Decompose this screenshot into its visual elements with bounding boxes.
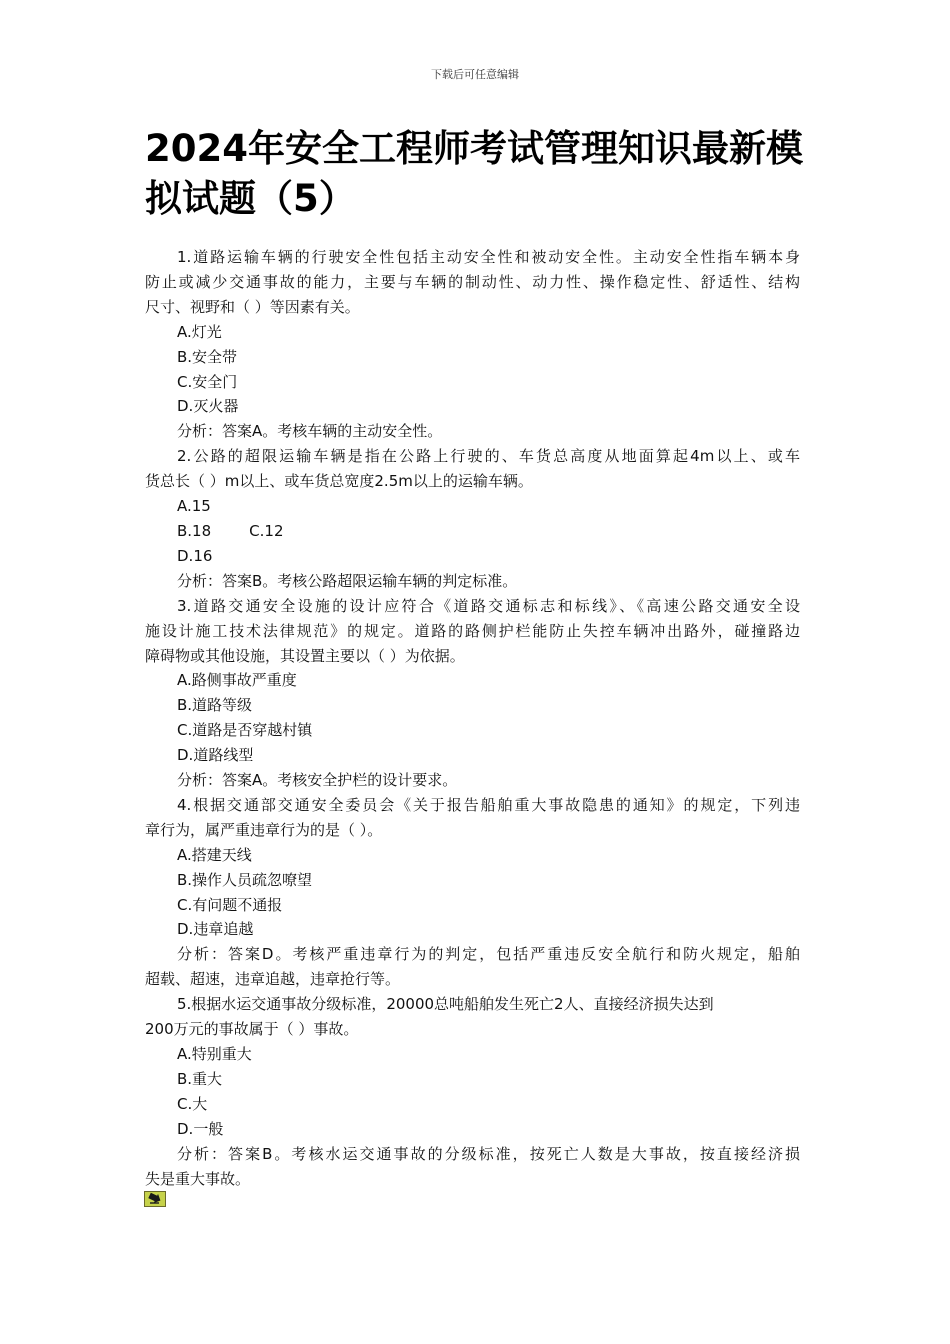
question-5-text: 200万元的事故属于（ ）事故。 (145, 1020, 359, 1039)
analysis: 失是重大事故。 (145, 1169, 251, 1188)
option-d: D.一般 (177, 1119, 224, 1138)
option-b: B.18 (177, 521, 212, 540)
question-3-text: 3.道路交通安全设施的设计应符合《道路交通标志和标线》、《高速公路交通安全设 (177, 596, 800, 615)
option-a: A.路侧事故严重度 (177, 671, 297, 690)
analysis: 分析：答案A。考核车辆的主动安全性。 (177, 422, 443, 441)
option-d: D.违章追越 (177, 920, 254, 939)
option-c: C.大 (177, 1094, 208, 1113)
analysis: 分析：答案A。考核安全护栏的设计要求。 (177, 771, 458, 790)
question-2-text: 2.公路的超限运输车辆是指在公路上行驶的、车货总高度从地面算起4m以上、或车 (177, 447, 800, 466)
option-a: A.搭建天线 (177, 845, 252, 864)
header-note: 下载后可任意编辑 (431, 68, 519, 81)
option-a: A.灯光 (177, 322, 222, 341)
option-c: C.安全门 (177, 372, 238, 391)
question-5-text: 5.根据水运交通事故分级标准，20000总吨船舶发生死亡2人、直接经济损失达到 (177, 995, 714, 1014)
option-b: B.重大 (177, 1069, 223, 1088)
question-4-text: 4.根据交通部交通安全委员会《关于报告船舶重大事故隐患的通知》的规定，下列违 (177, 795, 800, 814)
question-4-text: 章行为，属严重违章行为的是（ ）。 (145, 820, 383, 839)
analysis: 分析：答案B。考核水运交通事故的分级标准，按死亡人数是大事故，按直接经济损 (177, 1144, 800, 1163)
question-3-text: 施设计施工技术法律规范》的规定。道路的路侧护栏能防止失控车辆冲出路外，碰撞路边 (145, 621, 800, 640)
option-d: D.道路线型 (177, 746, 254, 765)
question-3-text: 障碍物或其他设施，其设置主要以（ ）为依据。 (145, 646, 465, 665)
option-b: B.操作人员疏忽嘹望 (177, 870, 313, 889)
page-title: 2024年安全工程师考试管理知识最新模拟试题（5） (145, 127, 803, 220)
option-row (145, 519, 800, 544)
document-body (145, 245, 800, 1191)
option-c: C.12 (249, 521, 284, 540)
option-d: D.灭火器 (177, 397, 239, 416)
option-c: C.道路是否穿越村镇 (177, 721, 313, 740)
option-b: B.道路等级 (177, 696, 253, 715)
option-a: A.15 (177, 497, 211, 516)
option-c: C.有问题不通报 (177, 895, 283, 914)
option-d: D.16 (177, 546, 213, 565)
question-1-text: 防止或减少交通事故的能力，主要与车辆的制动性、动力性、操作稳定性、舒适性、结构 (145, 272, 800, 291)
question-2-text: 货总长（ ）m以上、或车货总宽度2.5m以上的运输车辆。 (145, 472, 533, 491)
analysis: 分析：答案B。考核公路超限运输车辆的判定标准。 (177, 571, 518, 590)
arrow-link-icon[interactable] (144, 1191, 166, 1207)
analysis: 超载、超速，违章追越，违章抢行等。 (145, 970, 401, 989)
analysis: 分析：答案D。考核严重违章行为的判定，包括严重违反安全航行和防火规定，船舶 (177, 945, 800, 964)
option-a: A.特别重大 (177, 1045, 252, 1063)
question-1-text: 1.道路运输车辆的行驶安全性包括主动安全性和被动安全性。主动安全性指车辆本身 (177, 248, 800, 266)
option-b: B.安全带 (177, 347, 238, 366)
question-1-text: 尺寸、视野和（ ）等因素有关。 (145, 297, 360, 316)
